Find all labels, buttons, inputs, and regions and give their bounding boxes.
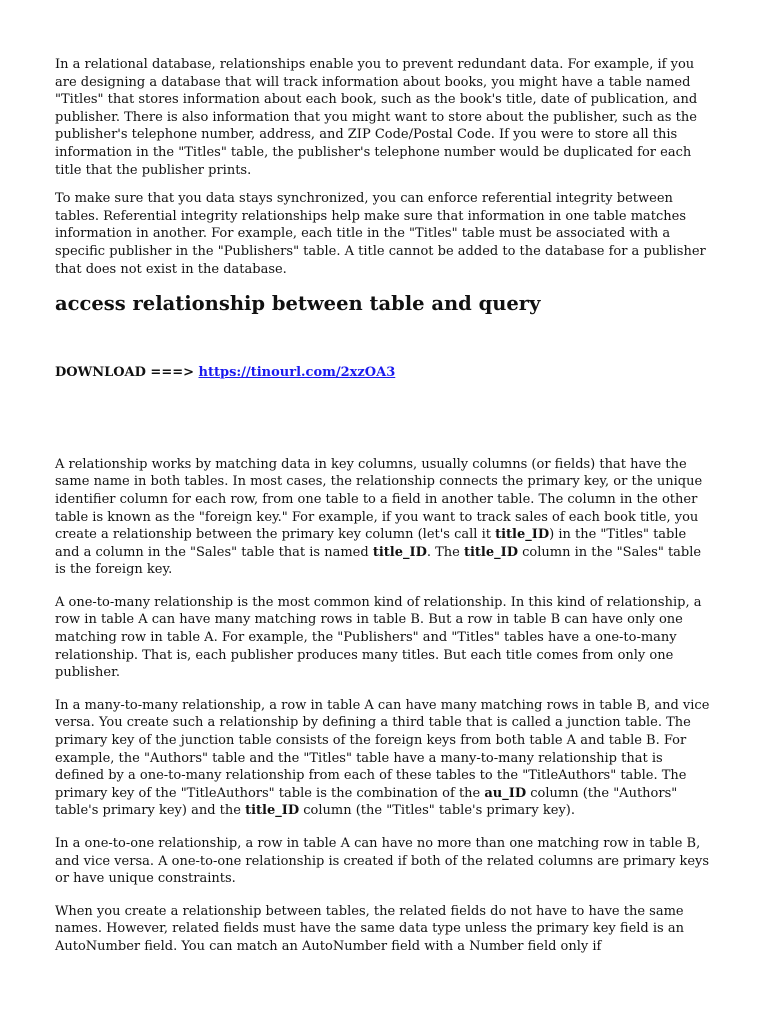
page-heading: access relationship between table and query — [55, 292, 541, 316]
paragraph-intro: In a relational database, relationships enable you to prevent redundant data. For example, if you are designing a database that will track information about books, you might have a table named "Titles" that stores information about each book, such as the book's title, date of publication, and publisher. There is also information that you might want to store about the publisher, such as the publisher's telephone number, address, and ZIP Code/Postal Code. If you were to store all this information in the "Titles" table, the publisher's telephone number would be duplicated for each title that the publisher prints. — [55, 57, 698, 178]
bold-term: au_ID — [484, 785, 527, 801]
bold-term: title_ID — [245, 803, 300, 819]
bold-term: title_ID — [495, 527, 550, 543]
text-segment: column (the "Titles" table's primary key). — [299, 803, 575, 819]
bold-term: title_ID — [463, 544, 518, 560]
text-segment: A relationship works by matching data in key columns, usually columns (or fields) that have the same name in both tables. In most cases, the relationship connects the primary key, or the unique identifier column for each row, from one table to a field in another table. The column in the other table is known as the "foreign key." For example, if you want to track sales of each book title, you create a relationship between the primary key column (let's call it — [55, 456, 703, 543]
paragraph-referential-integrity: To make sure that you data stays synchronized, you can enforce referential integrity between tables. Referential integrity relationships help make sure that information in one table matches information in another. For example, each title in the "Titles" table must be associated with a specific publisher in the "Publishers" table. A title cannot be added to the database for a publisher that does not exist in the database. — [55, 191, 706, 277]
download-link[interactable]: https://tinourl.com/2xzOA3 — [198, 365, 396, 381]
bold-term: title_ID — [372, 544, 427, 560]
text-segment: column (the "Authors" table's primary key) and the — [55, 785, 678, 819]
paragraph-one-to-one: In a one-to-one relationship, a row in table A can have no more than one matching row in table B, and vice versa. A one-to-one relationship is created if both of the related columns are primary keys or have unique constraints. — [55, 836, 710, 887]
paragraph-many-to-many — [55, 697, 712, 820]
text-segment: In a many-to-many relationship, a row in table A can have many matching rows in table B, and vice versa. You create such a relationship by defining a third table that is called a junction table. The primary key of the junction table consists of the foreign keys from both table A and table B. For example, the "Authors" table and the "Titles" table have a many-to-many relationship that is defined by a one-to-many relationship from each of these tables to the "TitleAuthors" table. The primary key of the "TitleAuthors" table is the combination of the — [55, 697, 710, 801]
text-segment: ) in the "Titles" table and a column in the "Sales" table that is named — [55, 527, 687, 560]
download-line — [55, 364, 712, 382]
download-label: DOWNLOAD ===> — [55, 365, 199, 381]
text-segment: . The — [426, 544, 464, 560]
text-segment: column in the "Sales" table is the foreign key. — [55, 544, 702, 578]
paragraph-key-columns — [55, 456, 712, 579]
paragraph-one-to-many: A one-to-many relationship is the most common kind of relationship. In this kind of relationship, a row in table A can have many matching rows in table B. But a row in table B can have only one matching row in table A. For example, the "Publishers" and "Titles" tables have a one-to-many relationship. That is, each publisher produces many titles. But each title comes from only one publisher. — [55, 594, 702, 681]
paragraph-field-names: When you create a relationship between tables, the related fields do not have to have the same names. However, related fields must have the same data type unless the primary key field is an AutoNumber field. You can match an AutoNumber field with a Number field only if — [55, 903, 684, 954]
